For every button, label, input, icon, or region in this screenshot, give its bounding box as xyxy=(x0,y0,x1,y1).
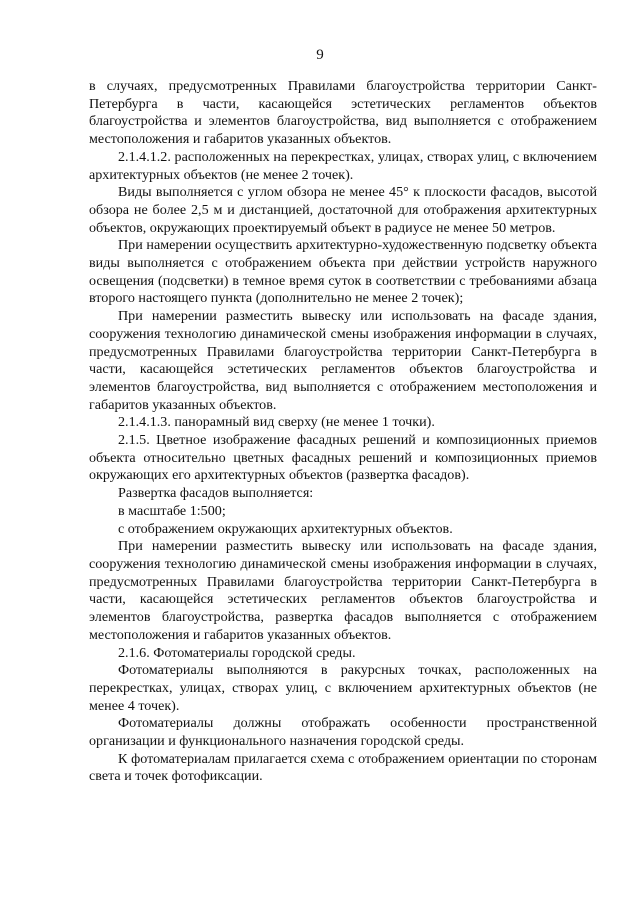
paragraph: 2.1.4.1.3. панорамный вид сверху (не менее 1 точки). xyxy=(118,414,435,431)
document-body xyxy=(89,78,597,786)
paragraph: При намерении разместить вывеску или использовать на фасаде здания, сооружения технологию динамической смены изображения информации в случаях, предусмотренных Правилами благоустройства территории Санкт-Петербурга в части, касающейся эстетических регламентов объектов благоустройства и элементов благоустройства, развертка фасадов выполняется с отображением местоположения и габаритов указанных объектов. xyxy=(89,538,597,643)
paragraph: Фотоматериалы должны отображать особенности пространственной организации и функционального назначения городской среды. xyxy=(89,715,597,750)
list-item: с отображением окружающих архитектурных объектов. xyxy=(118,520,453,537)
paragraph: 2.1.4.1.2. расположенных на перекрестках, улицах, створах улиц, с включением архитектурных объектов (не менее 2 точек). xyxy=(89,148,597,183)
paragraph: При намерении осуществить архитектурно-художественную подсветку объекта виды выполняется с отображением объекта при действии устройств наружного освещения (подсветки) в темное время суток в соответствии с требованиями абзаца второго настоящего пункта (дополнительно не менее 2 точек); xyxy=(89,237,597,307)
page-number: 9 xyxy=(316,47,324,63)
paragraph: При намерении разместить вывеску или использовать на фасаде здания, сооружения технологию динамической смены изображения информации в случаях, предусмотренных Правилами благоустройства территории Санкт-Петербурга в части, касающейся эстетических регламентов объектов благоустройства и элементов благоустройства, вид выполняется с отображением местоположения и габаритов указанных объектов. xyxy=(89,308,597,413)
paragraph: Развертка фасадов выполняется: xyxy=(118,485,314,502)
section-heading: 2.1.6. Фотоматериалы городской среды. xyxy=(118,644,356,661)
paragraph: К фотоматериалам прилагается схема с отображением ориентации по сторонам света и точек фотофиксации. xyxy=(89,750,597,785)
paragraph: в случаях, предусмотренных Правилами благоустройства территории Санкт-Петербурга в части, касающейся эстетических регламентов объектов благоустройства и элементов благоустройства, вид выполняется с отображением местоположения и габаритов указанных объектов. xyxy=(89,78,597,148)
list-item: в масштабе 1:500; xyxy=(118,502,226,519)
paragraph: 2.1.5. Цветное изображение фасадных решений и композиционных приемов объекта относительно цветных фасадных решений и композиционных приемов окружающих его архитектурных объектов (развертка фасадов). xyxy=(89,432,597,484)
paragraph: Фотоматериалы выполняются в ракурсных точках, расположенных на перекрестках, улицах, створах улиц, с включением архитектурных объектов (не менее 4 точек). xyxy=(89,662,597,714)
paragraph: Виды выполняется с углом обзора не менее 45° к плоскости фасадов, высотой обзора не более 2,5 м и дистанцией, достаточной для отображения архитектурных объектов, окружающих проектируемый объект в радиусе не менее 50 метров. xyxy=(89,184,597,236)
